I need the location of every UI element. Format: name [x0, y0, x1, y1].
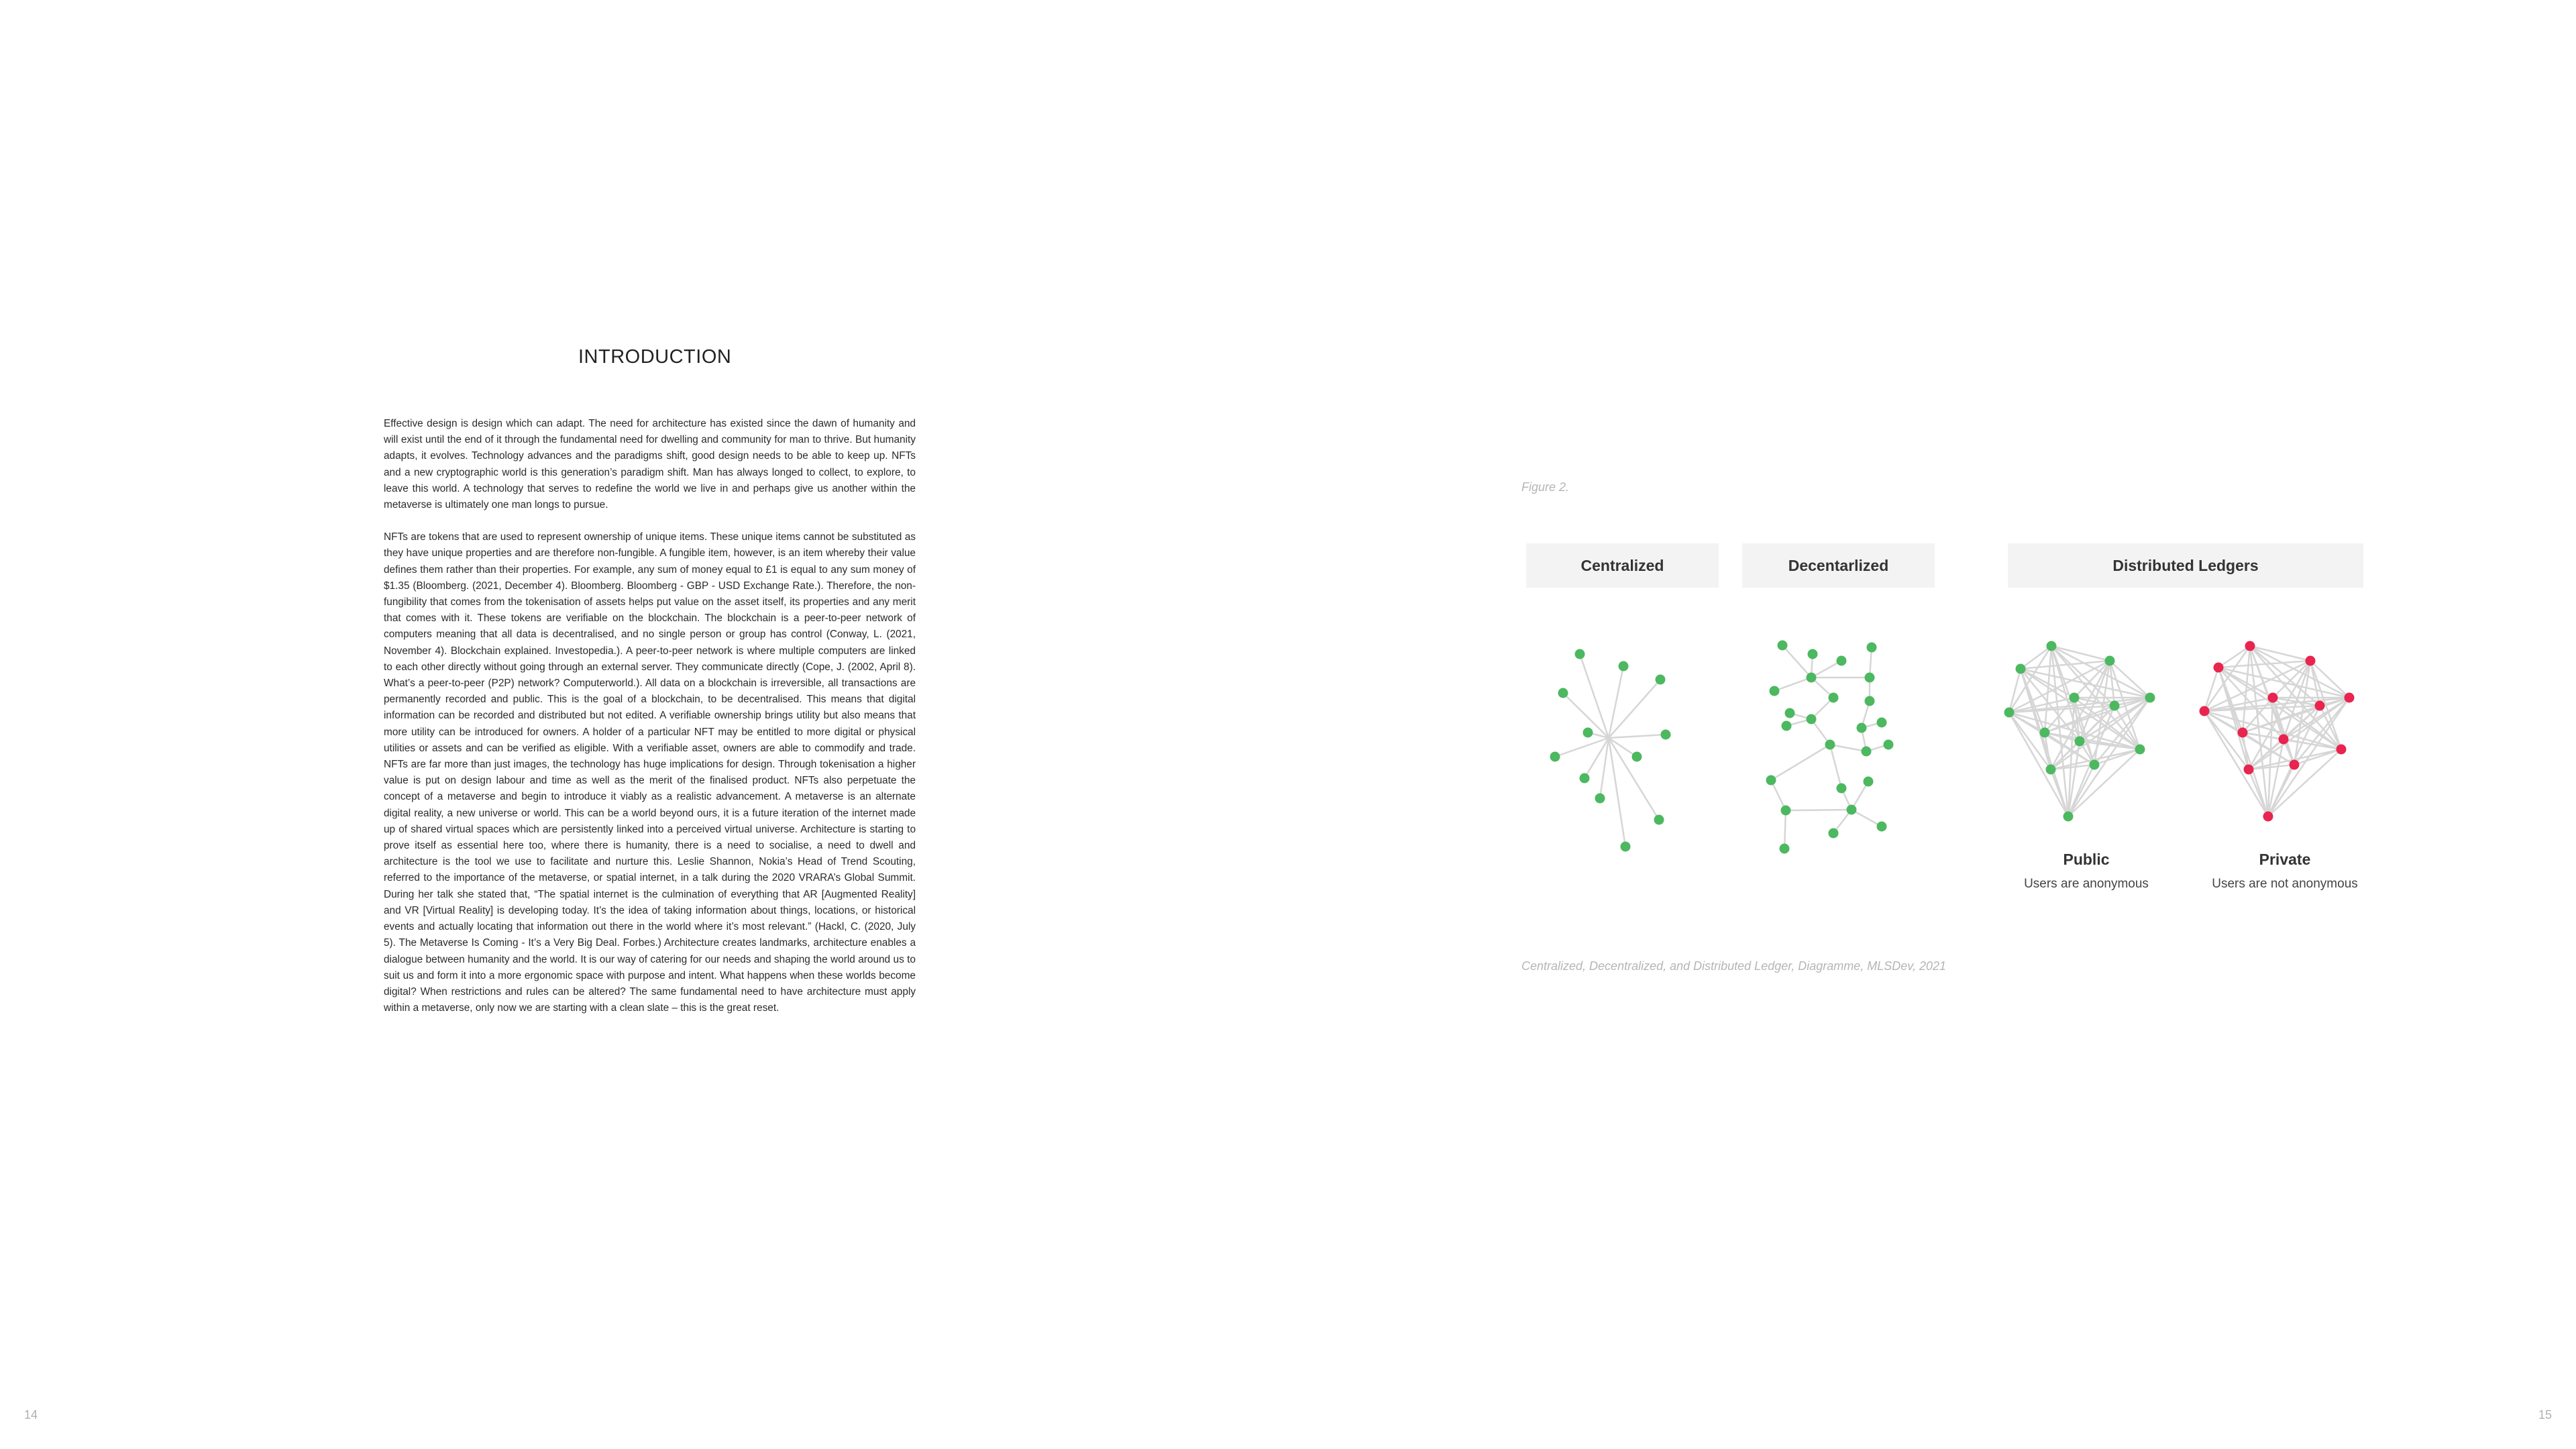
decentralized-node — [1857, 723, 1867, 733]
body-text — [384, 416, 916, 1032]
centralized-edge — [1580, 654, 1609, 738]
decentralized-node — [1781, 806, 1791, 816]
decentralized-node — [1837, 784, 1847, 794]
public-ledger-node — [2040, 728, 2050, 738]
private-ledger-edge — [2218, 646, 2250, 667]
public-ledger-edge — [2068, 749, 2140, 816]
decentralized-node — [1808, 649, 1818, 659]
private-ledger-node — [2263, 812, 2273, 822]
public-ledger-node — [2004, 708, 2015, 718]
decentralized-edge — [1830, 745, 1866, 751]
public-ledger-node — [2145, 693, 2155, 703]
public-ledger-node — [2063, 812, 2074, 822]
private-description: Users are not anonymous — [2212, 877, 2358, 891]
centralized-node — [1656, 675, 1666, 685]
centralized-edge — [1555, 738, 1609, 757]
centralized-edge — [1609, 680, 1660, 738]
network-diagram — [1509, 617, 2381, 859]
decentralized-edge — [1851, 810, 1882, 826]
header-decentralized: Decentarlized — [1742, 543, 1935, 588]
paragraph: NFTs are tokens that are used to represent ownership of unique items. These unique items cannot be substituted as they have unique properties and are therefore non-fungible. A fungible item, however, is an item whereby their value defines them rather than their properties. For example, any sum of money equal to £1 is equal to any sum money of $1.35 (Bloomberg. (2021, December 4). Bloomberg. Bloomberg - GBP - USD Exchange Rate.). Therefore, the non-fungibility that comes from the tokenisation of assets helps put value on the asset itself, its properties and any merit that comes with it. These tokens are verifiable on the blockchain. The blockchain is a peer-to-peer network of computers meaning that all data is decentralised, and no single person or group has control (Conway, L. (2021, November 4). Blockchain explained. Investopedia.). A peer-to-peer network is where multiple computers are linked to each other directly without going through an external server. They communicate directly (Cope, J. (2002, April 8). What’s a peer-to-peer (P2P) network? Computerworld.). All data on a blockchain is irreversible, all transactions are permanently recorded and public. This is the goal of a blockchain, to be decentralised. This means that digital information can be recorded and distributed but not edited. A verifiable ownership brings utility but also means that more utility can be introduced for owners. A holder of a particular NFT may be entitled to more digital or physical utilities or assets and can be verified as eligible. With a verifiable asset, owners are able to commodify and trade. NFTs are far more than just images, the technology has huge implications for design. Through tokenisation a higher value is put on design labour and time as well as the merit of the finalised product. NFTs also perpetuate the concept of a metaverse and begin to introduce it viably as a realistic advancement. A metaverse is an alternate digital reality, a new universe or world. This can be a world beyond ours, it is a future iteration of the internet made up of shared virtual spaces which are persistently linked into a perceived virtual universe. Architecture is starting to prove itself as essential here too, where there is humanity, there is a need to socialise, a need to dwell and architecture is the tool we use to facilitate and nurture this. Leslie Shannon, Nokia’s Head of Trend Scouting, referred to the importance of the metaverse, or spatial internet, in a talk during the 2020 VRARA’s Global Summit. During her talk she stated that, “The spatial internet is the culmination of everything that AR [Augmented Reality] and VR [Virtual Reality] is developing today. It’s the idea of taking information about things, locations, or historical events and actually locating that information out there in the world where it’s most relevant.” (Hackl, C. (2020, July 5). The Metaverse Is Coming - It’s a Very Big Deal. Forbes.) Architecture creates landmarks, architecture enables a dialogue between humanity and the world. It is our way of catering for our needs and shaping the world around us to suit us and form it into a more ergonomic space with purpose and intent. What happens when these worlds become digital? When restrictions and rules can be altered? The same fundamental need to have architecture must apply within a metaverse, only now we are starting with a clean slate – this is the great reset. — [384, 531, 916, 1014]
private-ledger-node — [2268, 693, 2278, 703]
public-ledger-node — [2090, 760, 2100, 770]
public-ledger-node — [2075, 737, 2085, 747]
decentralized-node — [1867, 643, 1877, 653]
private-ledger-node — [2238, 728, 2248, 738]
public-description: Users are anonymous — [2024, 877, 2149, 891]
decentralized-node — [1847, 805, 1857, 815]
header-centralized: Centralized — [1526, 543, 1719, 588]
header-distributed-ledgers: Distributed Ledgers — [2008, 543, 2363, 588]
private-ledger-edge — [2268, 765, 2294, 816]
page-number-right: 15 — [2538, 1408, 2552, 1421]
public-ledger-node — [2110, 701, 2120, 711]
public-ledger-edge — [2021, 646, 2051, 669]
decentralized-node — [1864, 777, 1874, 787]
private-ledger-node — [2200, 706, 2210, 716]
decentralized-edge — [1830, 745, 1841, 788]
paragraph: Effective design is design which can adapt. The need for architecture has existed since the dawn of humanity and will exist until the end of it through the fundamental need for dwelling and community for man to thrive. But humanity adapts, it evolves. Technology advances and the paradigms shift, good design needs to be able to keep up. NFTs and a new cryptographic world is this generation’s paradigm shift. Man has always longed to collect, to explore, to leave this world. A technology that serves to redefine the world we live in and perhaps give us another within the metaverse is ultimately one man longs to pursue. — [384, 418, 916, 511]
private-label: Private — [2259, 851, 2311, 868]
public-label: Public — [2063, 851, 2110, 868]
private-ledger-node — [2337, 745, 2347, 755]
decentralized-node — [1884, 740, 1894, 750]
decentralized-node — [1780, 844, 1790, 854]
decentralized-node — [1877, 822, 1887, 832]
decentralized-node — [1778, 641, 1788, 651]
private-ledger-node — [2290, 760, 2300, 770]
private-ledger-node — [2345, 693, 2355, 703]
decentralized-node — [1865, 673, 1875, 683]
centralized-node — [1550, 752, 1560, 762]
public-ledger-edge — [2051, 646, 2150, 698]
decentralized-node — [1837, 656, 1847, 666]
centralized-node — [1661, 730, 1671, 740]
decentralized-node — [1862, 747, 1872, 757]
decentralized-edge — [1811, 661, 1841, 678]
private-ledger-edge — [2204, 646, 2250, 711]
centralized-edge — [1600, 738, 1609, 798]
private-ledger-node — [2214, 663, 2224, 673]
private-ledger-node — [2279, 735, 2289, 745]
centralized-edge — [1609, 738, 1659, 820]
public-ledger-node — [2046, 765, 2056, 775]
public-ledger-node — [2135, 745, 2145, 755]
decentralized-node — [1766, 775, 1776, 786]
centralized-edge — [1609, 735, 1666, 738]
decentralized-node — [1877, 718, 1887, 728]
decentralized-node — [1825, 740, 1835, 750]
decentralized-edge — [1774, 678, 1811, 691]
decentralized-edge — [1771, 745, 1830, 780]
centralized-node — [1580, 773, 1590, 784]
figure-caption: Centralized, Decentralized, and Distributed Ledger, Diagramme, MLSDev, 2021 — [1521, 959, 1946, 973]
public-ledger-edge — [2009, 712, 2140, 749]
private-ledger-edge — [2218, 667, 2349, 698]
private-ledger-node — [2306, 656, 2316, 666]
decentralized-node — [1807, 714, 1817, 724]
figure-label: Figure 2. — [1521, 480, 1570, 494]
private-ledger-node — [2245, 641, 2255, 651]
centralized-node — [1575, 649, 1585, 659]
public-ledger-node — [2105, 656, 2115, 666]
public-ledger-node — [2070, 693, 2080, 703]
decentralized-node — [1770, 686, 1780, 696]
centralized-edge — [1609, 738, 1637, 757]
centralized-node — [1621, 842, 1631, 852]
decentralized-node — [1785, 708, 1795, 718]
decentralized-edge — [1784, 810, 1786, 849]
decentralized-node — [1829, 828, 1839, 839]
public-ledger-node — [2016, 664, 2026, 674]
decentralized-edge — [1782, 645, 1811, 678]
centralized-node — [1632, 752, 1642, 762]
private-ledger-node — [2244, 765, 2254, 775]
public-ledger-edge — [2009, 669, 2021, 712]
decentralized-node — [1829, 693, 1839, 703]
network-nodes — [1550, 641, 2355, 854]
centralized-edge — [1609, 738, 1625, 847]
centralized-node — [1654, 815, 1664, 825]
centralized-node — [1558, 688, 1568, 698]
centralized-node — [1619, 661, 1629, 672]
network-edges — [1555, 645, 2349, 849]
page-title: INTRODUCTION — [578, 346, 732, 368]
centralized-node — [1583, 728, 1593, 738]
decentralized-node — [1807, 673, 1817, 683]
centralized-node — [1595, 794, 1605, 804]
centralized-edge — [1609, 666, 1623, 738]
decentralized-node — [1782, 721, 1792, 731]
public-ledger-node — [2047, 641, 2057, 651]
decentralized-edge — [1771, 780, 1786, 810]
decentralized-node — [1865, 696, 1875, 706]
page-number-left: 14 — [24, 1408, 38, 1421]
private-ledger-node — [2315, 701, 2325, 711]
